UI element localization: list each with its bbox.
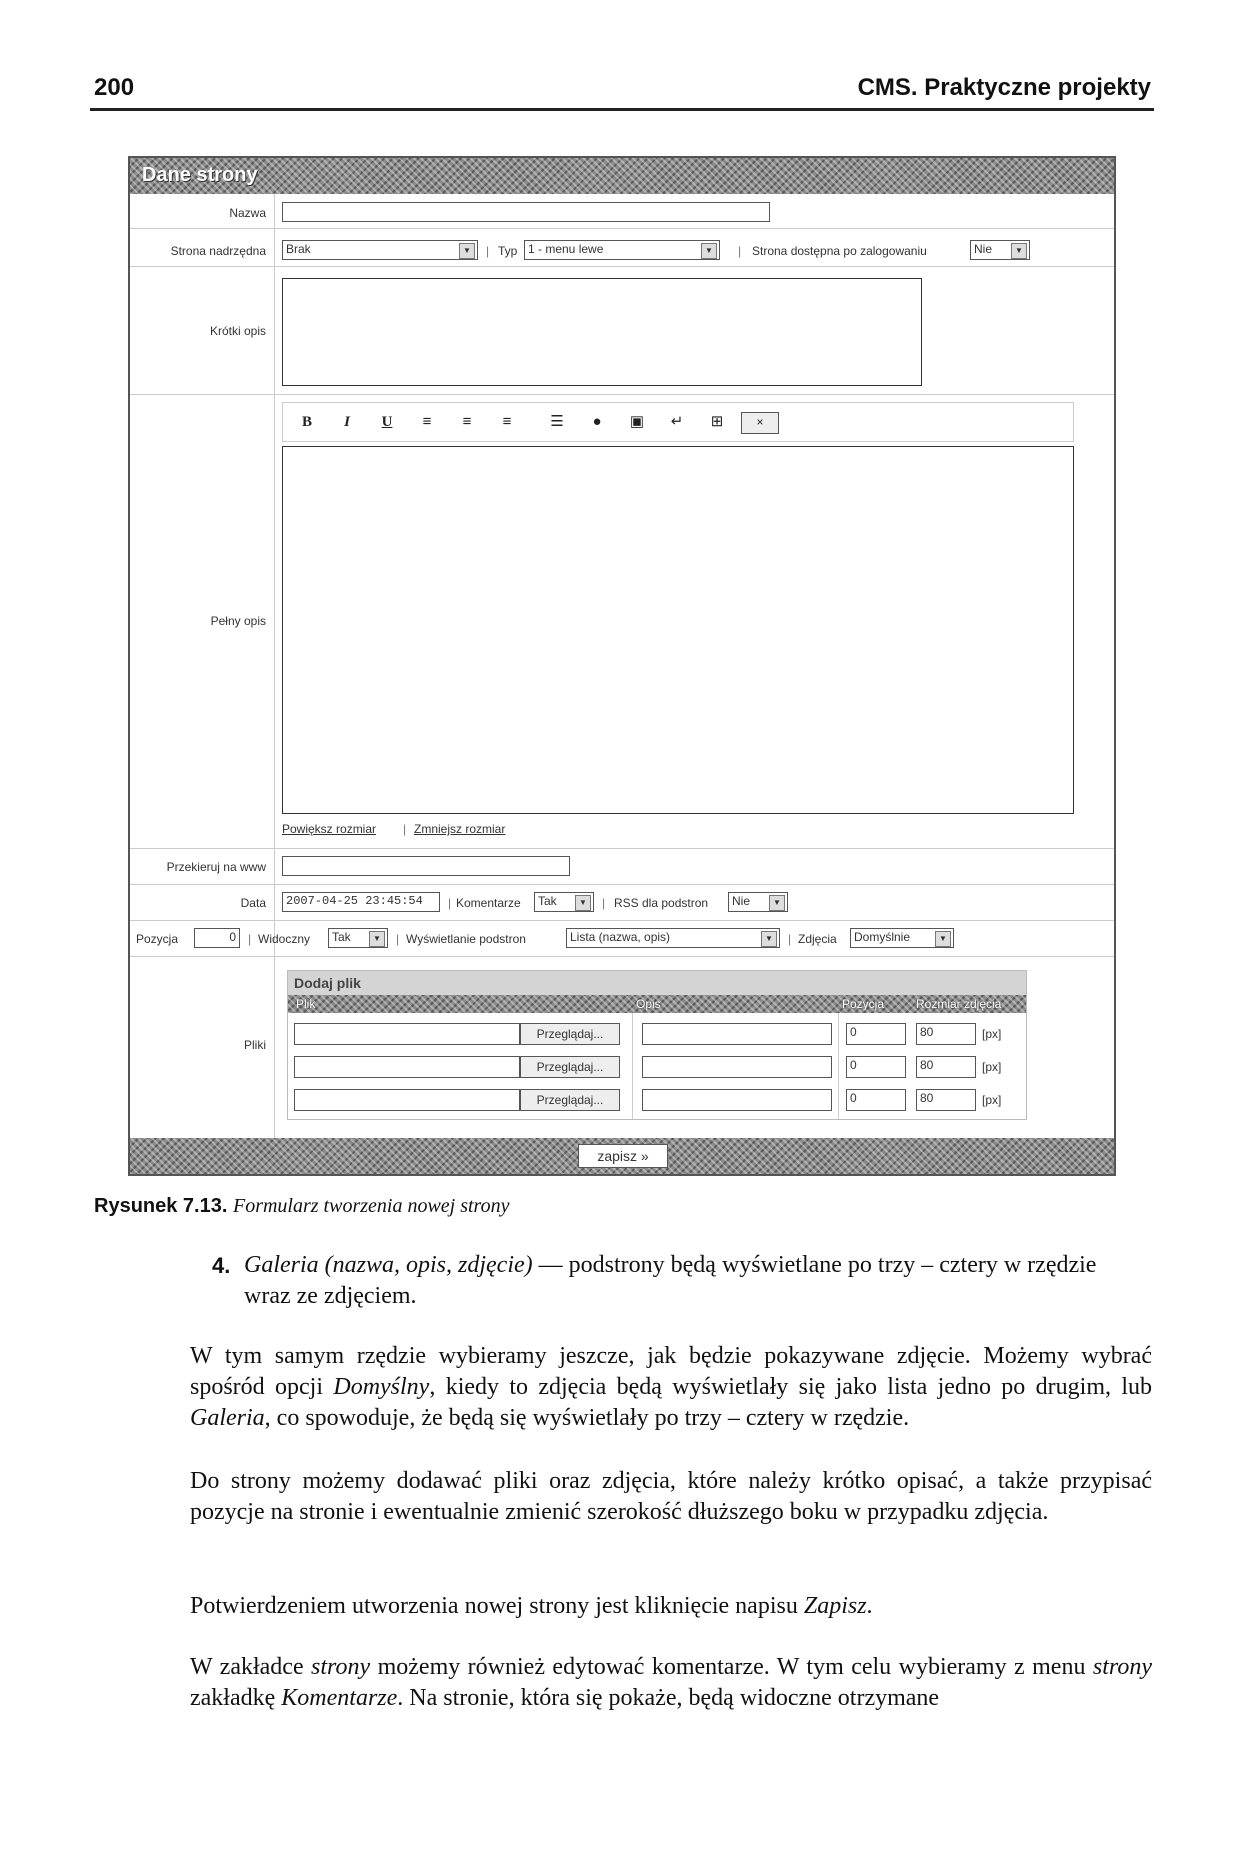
page-number: 200 (94, 74, 135, 101)
parent-page-value: Brak (286, 242, 311, 256)
comments-select[interactable] (534, 892, 594, 912)
visible-label: Widoczny (258, 932, 311, 946)
file-desc-input[interactable] (642, 1089, 832, 1111)
text: , kiedy to zdjęcia będą wyświetlały się jako lista jedno po drugim, lub (429, 1374, 1152, 1400)
text: W tym samym rzędzie wybieramy jeszcze, jak będzie pokazywane zdjęcie. Możemy wybrać spośród opcji (190, 1343, 1152, 1400)
short-desc-textarea[interactable] (282, 278, 922, 386)
bold-button[interactable]: B (301, 414, 312, 430)
login-only-label: Strona dostępna po zalogowaniu (752, 244, 927, 258)
text-italic: Galeria (190, 1405, 265, 1431)
table-row (288, 1054, 1026, 1082)
type-value: 1 - menu lewe (528, 242, 604, 256)
form-footer (130, 1138, 1114, 1174)
paragraph-2: Do strony możemy dodawać pliki oraz zdjęcia, które należy krótko opisać, a także przypisać pozycje na stronie i ewentualnie zmienić szerokość dłuższego boku w przypadku zdjęcia. (190, 1468, 1152, 1525)
separator: | (448, 896, 452, 910)
parent-page-select[interactable] (282, 240, 478, 260)
col-file-header: Plik (296, 997, 316, 1011)
save-button[interactable]: zapisz » (578, 1144, 668, 1168)
add-file-title: Dodaj plik (288, 971, 1026, 995)
photos-select[interactable] (850, 928, 954, 948)
text-italic: strony (311, 1654, 371, 1680)
row-divider (130, 228, 1114, 229)
running-title: CMS. Praktyczne projekty (857, 74, 1151, 101)
chevron-down-icon: ▼ (459, 243, 475, 259)
chevron-down-icon: ▼ (935, 931, 951, 947)
figure-caption (94, 1195, 509, 1218)
paragraph-1 (190, 1341, 1152, 1434)
file-desc-input[interactable] (642, 1056, 832, 1078)
text: . (866, 1593, 873, 1619)
row-divider (130, 920, 1114, 921)
italic-button[interactable]: I (344, 414, 350, 430)
file-size-input[interactable]: 80 (916, 1056, 976, 1078)
enlarge-link[interactable]: Powiększ rozmiar (282, 822, 377, 836)
image-button[interactable]: ▣ (629, 413, 645, 430)
browse-button[interactable]: Przeglądaj... (520, 1023, 620, 1045)
underline-button[interactable]: U (381, 414, 393, 430)
separator: | (602, 896, 606, 910)
separator: | (788, 932, 792, 946)
login-only-select[interactable] (970, 240, 1030, 260)
row-divider (130, 266, 1114, 267)
line-break-button[interactable]: ↵ (670, 413, 684, 430)
visible-select[interactable] (328, 928, 388, 948)
full-desc-editor[interactable] (282, 446, 1074, 814)
text-italic: Zapisz (803, 1593, 867, 1619)
px-unit: [px] (982, 1093, 1002, 1107)
text-italic: Domyślny (333, 1374, 430, 1400)
list-button[interactable]: ☰ (550, 413, 564, 430)
label-column-divider (274, 194, 275, 1142)
comments-value: Tak (538, 894, 557, 908)
text: , co spowoduje, że będą się wyświetlały po trzy – cztery w rzędzie. (264, 1405, 910, 1431)
photos-value: Domyślnie (854, 930, 911, 944)
chevron-down-icon: ▼ (701, 243, 717, 259)
rss-select[interactable] (728, 892, 788, 912)
form-title: Dane strony (142, 164, 258, 186)
text-italic: Komentarze (281, 1685, 398, 1711)
px-unit: [px] (982, 1060, 1002, 1074)
shrink-link[interactable]: Zmniejsz rozmiar (414, 822, 506, 836)
row-divider (130, 884, 1114, 885)
rss-label: RSS dla podstron (614, 896, 709, 910)
type-select[interactable] (524, 240, 720, 260)
list-italic: Galeria (nazwa, opis, zdjęcie) (244, 1252, 533, 1278)
chevron-down-icon: ▼ (575, 895, 591, 911)
caption-label: Rysunek 7.13. (94, 1195, 228, 1217)
col-size-header: Rozmiar zdjęcia (916, 997, 1002, 1011)
text: Potwierdzeniem utworzenia nowej strony jest kliknięcie napisu (190, 1593, 804, 1619)
file-position-input[interactable]: 0 (846, 1056, 906, 1078)
caption-text: Formularz tworzenia nowej strony (232, 1195, 510, 1217)
file-path-input[interactable] (294, 1023, 520, 1045)
list-rest: — podstrony będą wyświetlane po trzy – cztery w rzędzie wraz ze zdjęciem. (244, 1252, 1097, 1309)
px-unit: [px] (982, 1027, 1002, 1041)
file-position-input[interactable]: 0 (846, 1089, 906, 1111)
subpage-display-label: Wyświetlanie podstron (406, 932, 526, 946)
table-button[interactable]: ⊞ (710, 413, 724, 430)
file-path-input[interactable] (294, 1089, 520, 1111)
file-path-input[interactable] (294, 1056, 520, 1078)
files-label: Pliki (243, 1038, 266, 1052)
type-label: Typ (498, 244, 518, 258)
chevron-down-icon: ▼ (769, 895, 785, 911)
align-right-button[interactable]: ≡ (502, 413, 512, 430)
file-column-headers (288, 995, 1026, 1013)
name-input[interactable] (282, 202, 770, 222)
rss-value: Nie (732, 894, 751, 908)
table-row (288, 1021, 1026, 1049)
short-desc-label: Krótki opis (209, 324, 266, 338)
file-size-input[interactable]: 80 (916, 1089, 976, 1111)
redirect-input[interactable] (282, 856, 570, 876)
text: . Na stronie, która się pokaże, będą widoczne otrzymane (397, 1685, 940, 1711)
photos-label: Zdjęcia (798, 932, 837, 946)
text-italic: strony (1092, 1654, 1152, 1680)
col-position-header: Pozycja (842, 997, 885, 1011)
paragraph-4 (190, 1652, 1152, 1714)
visible-value: Tak (332, 930, 351, 944)
chevron-down-icon: ▼ (369, 931, 385, 947)
file-size-input[interactable]: 80 (916, 1023, 976, 1045)
file-desc-input[interactable] (642, 1023, 832, 1045)
close-button[interactable]: × (741, 412, 779, 434)
col-desc-header: Opis (636, 997, 661, 1011)
table-row (288, 1087, 1026, 1115)
date-input[interactable]: 2007-04-25 23:45:54 (282, 892, 440, 912)
chevron-down-icon: ▼ (761, 931, 777, 947)
full-desc-label: Pełny opis (210, 614, 266, 628)
page-form-figure (128, 156, 1116, 1176)
separator: | (738, 244, 742, 258)
redirect-label: Przekieruj na www (166, 860, 266, 874)
form-header (130, 158, 1114, 194)
comments-label: Komentarze (456, 896, 521, 910)
text: W zakładce (190, 1654, 312, 1680)
align-left-button[interactable]: ≡ (422, 413, 432, 430)
align-center-button[interactable]: ≡ (462, 413, 472, 430)
editor-toolbar (282, 402, 1074, 442)
link-button[interactable]: ● (592, 413, 602, 430)
separator: | (486, 244, 490, 258)
separator: | (396, 932, 400, 946)
row-divider (130, 956, 1114, 957)
add-file-table (287, 970, 1027, 1120)
name-label: Nazwa (229, 206, 266, 220)
browse-button[interactable]: Przeglądaj... (520, 1089, 620, 1111)
separator: | (403, 822, 407, 836)
date-label: Data (240, 896, 266, 910)
text: możemy również edytować komentarze. W tym celu wybieramy z menu (370, 1654, 1093, 1680)
subpage-display-select[interactable] (566, 928, 780, 948)
position-label: Pozycja (136, 932, 179, 946)
text: zakładkę (190, 1685, 282, 1711)
paragraph-3 (190, 1591, 1152, 1622)
list-text (244, 1250, 1144, 1312)
file-position-input[interactable]: 0 (846, 1023, 906, 1045)
parent-page-label: Strona nadrzędna (170, 244, 266, 258)
subpage-display-value: Lista (nazwa, opis) (570, 930, 671, 944)
row-divider (130, 848, 1114, 849)
login-only-value: Nie (974, 242, 993, 256)
list-number: 4. (212, 1253, 231, 1278)
row-divider (130, 394, 1114, 395)
separator: | (248, 932, 252, 946)
browse-button[interactable]: Przeglądaj... (520, 1056, 620, 1078)
header-rule (90, 108, 1154, 111)
chevron-down-icon: ▼ (1011, 243, 1027, 259)
position-input[interactable]: 0 (194, 928, 240, 948)
